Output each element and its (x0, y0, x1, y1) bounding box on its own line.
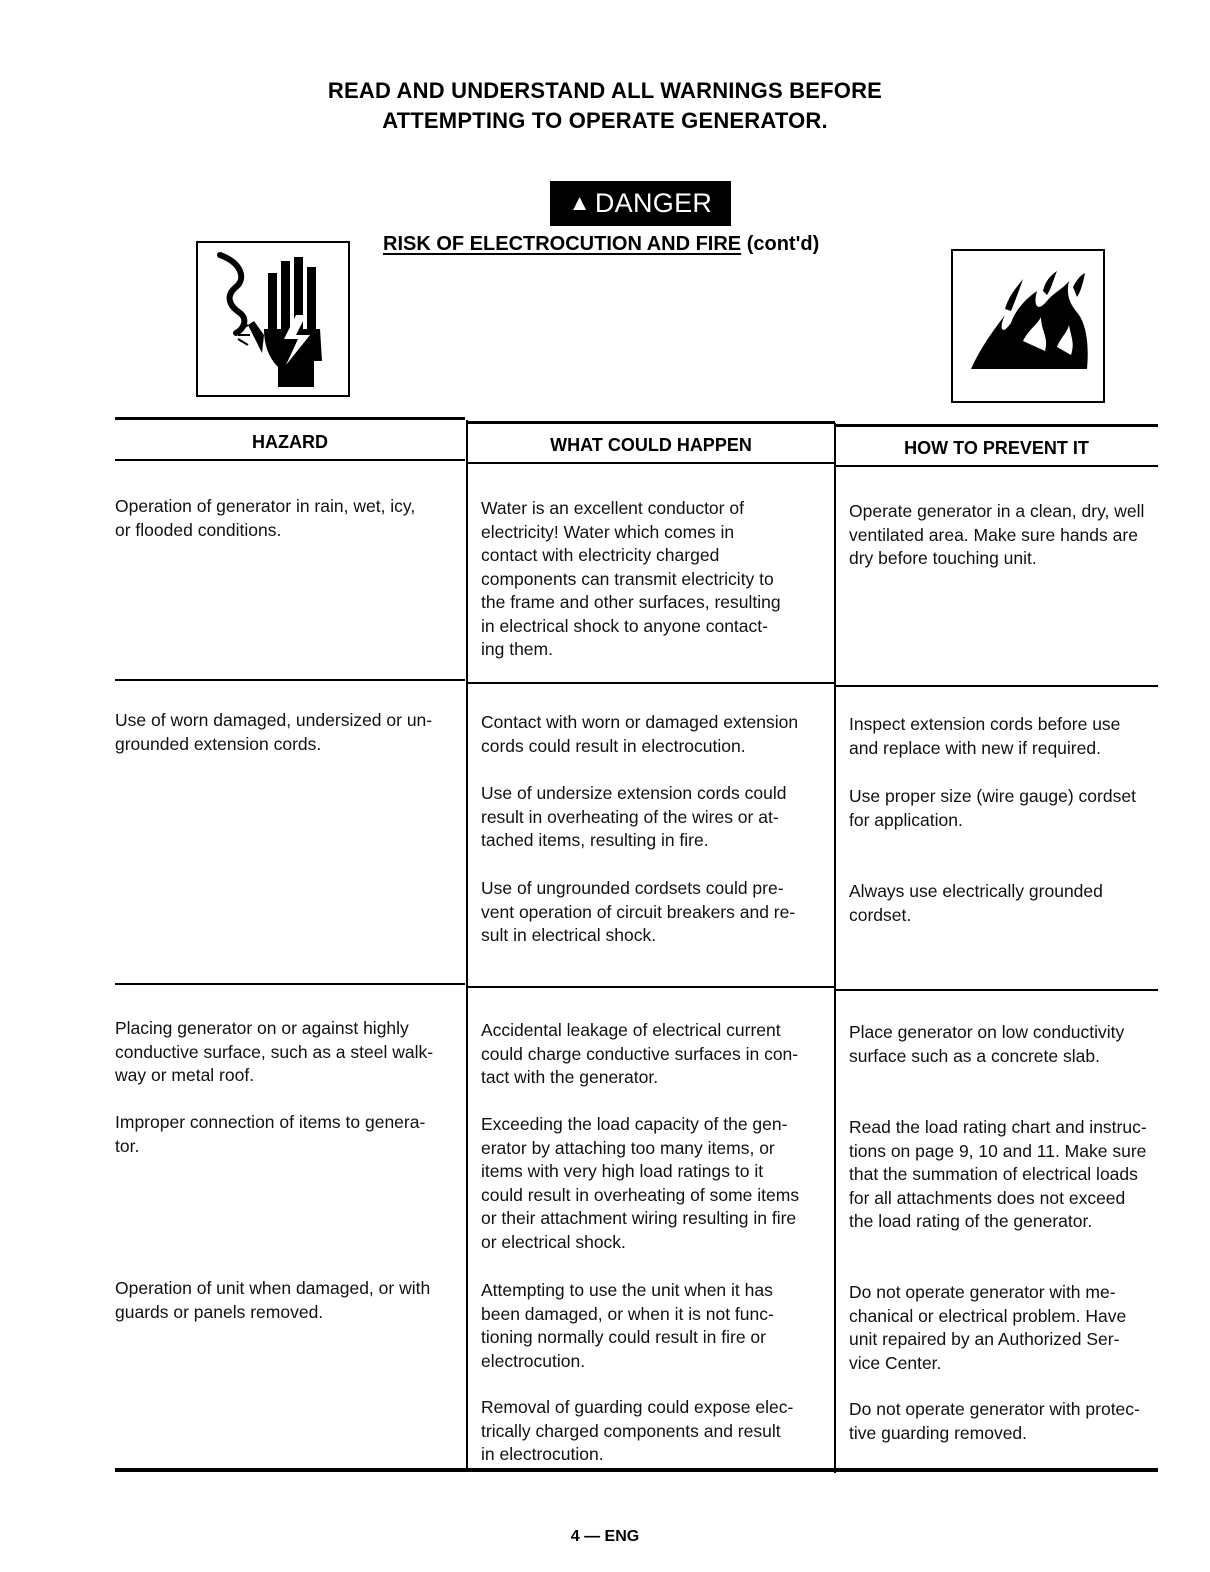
happen-cell: Contact with worn or damaged extension cords could result in electrocution. (481, 712, 799, 756)
happen-cell: Use of undersize extension cords could result in overheating of the wires or at- tached items, resulting in fire. (481, 783, 787, 850)
row-rule-1-mid (467, 682, 835, 684)
prevent-cell: Do not operate generator with protec- tive guarding removed. (849, 1399, 1140, 1443)
header-line-1: READ AND UNDERSTAND ALL WARNINGS BEFORE (327, 78, 883, 103)
hazard-cell: Operation of generator in rain, wet, icy, or flooded conditions. (115, 496, 416, 540)
risk-title-text: RISK OF ELECTROCUTION AND FIRE (383, 233, 742, 255)
header-rule-left (115, 459, 465, 461)
prevent-cell: Use proper size (wire gauge) cordset for application. (849, 786, 1136, 830)
danger-label: DANGER (594, 188, 713, 218)
column-header-hazard: HAZARD (252, 432, 328, 452)
fire-hazard-icon (951, 249, 1105, 403)
happen-cell: Accidental leakage of electrical current could charge conductive surfaces in con- tact with the generator. (481, 1020, 799, 1087)
happen-cell: Use of ungrounded cordsets could pre- vent operation of circuit breakers and re- sult in electrical shock. (481, 878, 796, 945)
prevent-cell: Read the load rating chart and instruc- tions on page 9, 10 and 11. Make sure that the summation of electrical loads for all attachments does not exceed the load rating of the generator. (849, 1117, 1147, 1231)
table-top-rule-mid (467, 421, 835, 424)
warning-triangle-icon: ▲ (568, 189, 591, 215)
hazard-cell: Use of worn damaged, undersized or un- grounded extension cords. (115, 710, 433, 754)
hazard-cell: Operation of unit when damaged, or with guards or panels removed. (115, 1278, 431, 1322)
header-line-2: ATTEMPTING TO OPERATE GENERATOR. (382, 108, 828, 133)
table-top-rule-right (835, 424, 1158, 427)
row-rule-2-mid (467, 986, 835, 988)
table-top-rule-left (115, 417, 465, 420)
risk-title (383, 233, 819, 256)
header-rule-mid (467, 462, 835, 464)
happen-cell: Attempting to use the unit when it has been damaged, or when it is not func- tioning normally could result in fire or electrocution. (481, 1280, 774, 1371)
row-rule-2-right (835, 989, 1158, 991)
row-rule-1-right (835, 685, 1158, 687)
happen-cell: Water is an excellent conductor of electricity! Water which comes in contact with electricity charged components can transmit electricity to the frame and other surfaces, resulting in electrical shock to anyone contact- ing them. (481, 498, 781, 659)
hazard-cell: Placing generator on or against highly conductive surface, such as a steel walk- way or metal roof. (115, 1018, 434, 1085)
page-number: 4 — ENG (570, 1528, 640, 1545)
danger-banner (550, 181, 731, 226)
risk-title-suffix: (cont'd) (741, 233, 820, 255)
header-rule-right (835, 465, 1158, 467)
prevent-cell: Operate generator in a clean, dry, well ventilated area. Make sure hands are dry before touching unit. (849, 501, 1145, 568)
column-divider-1 (466, 420, 468, 1470)
table-bottom-rule (115, 1468, 1158, 1472)
prevent-cell: Place generator on low conductivity surface such as a concrete slab. (849, 1022, 1125, 1066)
row-rule-1-left (115, 679, 465, 681)
column-header-what-could-happen: WHAT COULD HAPPEN (550, 435, 752, 455)
page-header (0, 76, 1210, 136)
prevent-cell: Always use electrically grounded cordset. (849, 881, 1103, 925)
happen-cell: Exceeding the load capacity of the gen- erator by attaching too many items, or items with very high load ratings to it could result in overheating of some items or their attachment wiring resulting in fire or electrical shock. (481, 1114, 800, 1252)
column-header-how-to-prevent: HOW TO PREVENT IT (904, 438, 1089, 458)
hazard-cell: Improper connection of items to genera- tor. (115, 1112, 426, 1156)
row-rule-2-left (115, 983, 465, 985)
column-divider-2 (834, 423, 836, 1473)
electrocution-hazard-icon (196, 241, 350, 397)
prevent-cell: Do not operate generator with me- chanical or electrical problem. Have unit repaired by an Authorized Ser- vice Center. (849, 1282, 1127, 1373)
prevent-cell: Inspect extension cords before use and replace with new if required. (849, 714, 1121, 758)
happen-cell: Removal of guarding could expose elec- trically charged components and result in electrocution. (481, 1397, 794, 1464)
